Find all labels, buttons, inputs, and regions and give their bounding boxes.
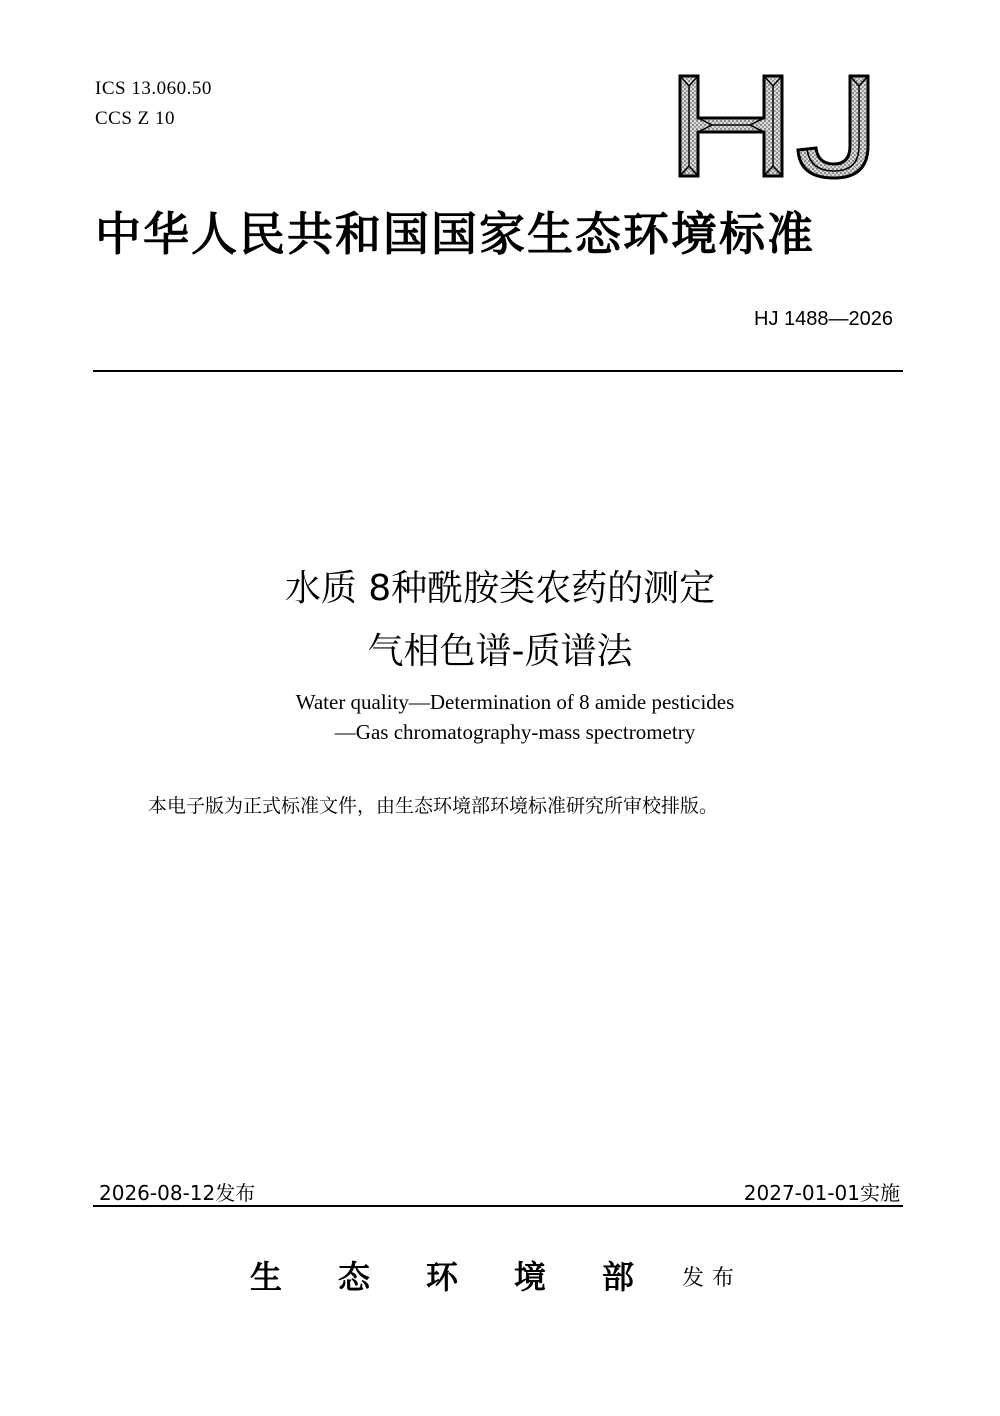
issue-date: 2026-08-12发布 [99, 1181, 256, 1205]
title-cn-line1: 水质 8种酰胺类农药的测定 [284, 568, 716, 609]
issuing-authority: 生态环境部 [250, 1258, 691, 1296]
ics-code: ICS 13.060.50 [95, 78, 212, 99]
top-rule [93, 370, 903, 372]
title-en-line2: —Gas chromatography-mass spectrometry [334, 720, 696, 744]
edition-note: 本电子版为正式标准文件，由生态环境部环境标准研究所审校排版。 [148, 795, 719, 817]
issued-label: 发布 [682, 1266, 743, 1291]
title-cn-line2: 气相色谱-质谱法 [367, 631, 633, 672]
bottom-rule [93, 1205, 903, 1207]
org-title: 中华人民共和国国家生态环境标准 [95, 207, 815, 261]
effective-date: 2027-01-01实施 [743, 1181, 900, 1205]
ccs-code: CCS Z 10 [95, 108, 176, 129]
hj-logo [672, 72, 882, 182]
standard-number: HJ 1488—2026 [754, 308, 893, 330]
title-en-line1: Water quality—Determination of 8 amide pesticides [295, 690, 735, 714]
